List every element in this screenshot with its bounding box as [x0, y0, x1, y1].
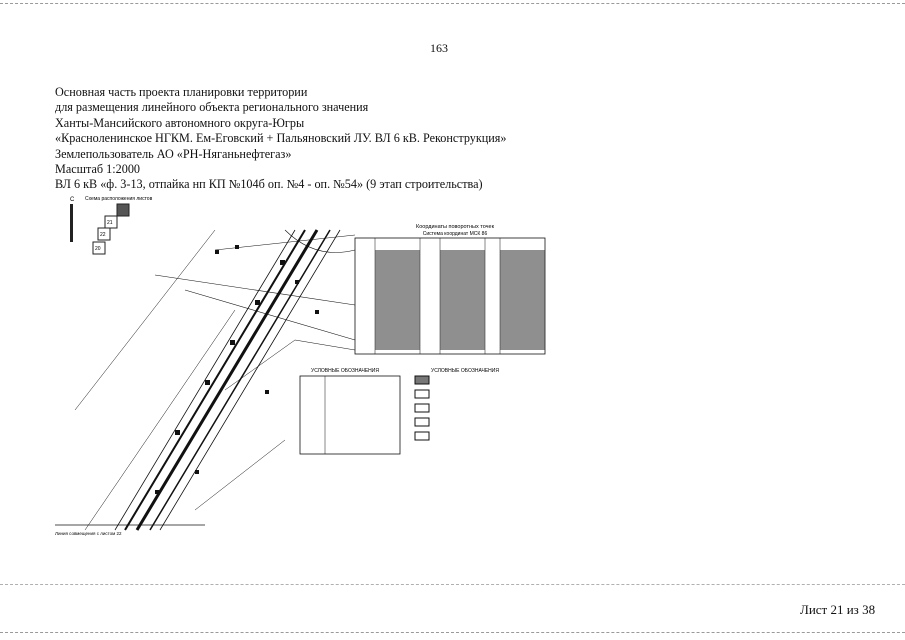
title-line-2: для размещения линейного объекта регионального значения: [55, 100, 369, 115]
title-line-3: Ханты-Мансийского автономного округа-Югры: [55, 115, 305, 130]
title-line-1: Основная часть проекта планировки территории: [55, 85, 308, 99]
title-line-7: ВЛ 6 кВ «ф. 3-13, отпайка нп КП №104б оп. №4 - оп. №54» (9 этап строительства): [55, 177, 483, 192]
coord-table-subtitle: Система координат МСК 86: [422, 231, 488, 237]
scheme-label: Схема расположения листов: [85, 196, 153, 202]
sheet-number-22: 22: [100, 232, 106, 238]
top-edge-line: [0, 3, 905, 4]
sheet-scheme: [93, 204, 129, 254]
title-block: [55, 85, 507, 193]
sheet-number-20: 20: [95, 246, 101, 252]
bottom-edge-line: [0, 584, 905, 585]
north-letter: С: [70, 197, 75, 203]
north-arrow: [70, 197, 75, 242]
bottom-note: Линия совмещения с листом 22: [55, 531, 122, 536]
legend-title-right: УСЛОВНЫЕ ОБОЗНАЧЕНИЯ: [431, 368, 499, 374]
sheet-label: Лист 21 из 38: [800, 602, 876, 617]
sheet-number-21: 21: [107, 220, 113, 226]
coord-table-title: Координаты поворотных точек: [416, 224, 494, 230]
legend-title-left: УСЛОВНЫЕ ОБОЗНАЧЕНИЯ: [311, 368, 379, 374]
title-line-4: «Красноленинское НГКМ. Ем-Еговский + Пальяновский ЛУ. ВЛ 6 кВ. Реконструкция»: [55, 131, 507, 146]
coord-table-rows: [375, 250, 545, 350]
title-line-5: Землепользователь АО «РН-Няганьнефтегаз»: [55, 146, 292, 161]
page-number: 163: [430, 41, 448, 55]
title-line-6: Масштаб 1:2000: [55, 162, 141, 177]
legend-left: [300, 376, 400, 454]
legend-right: [415, 376, 429, 440]
bottom-border-line: [0, 632, 905, 633]
planning-drawing: [55, 190, 565, 540]
